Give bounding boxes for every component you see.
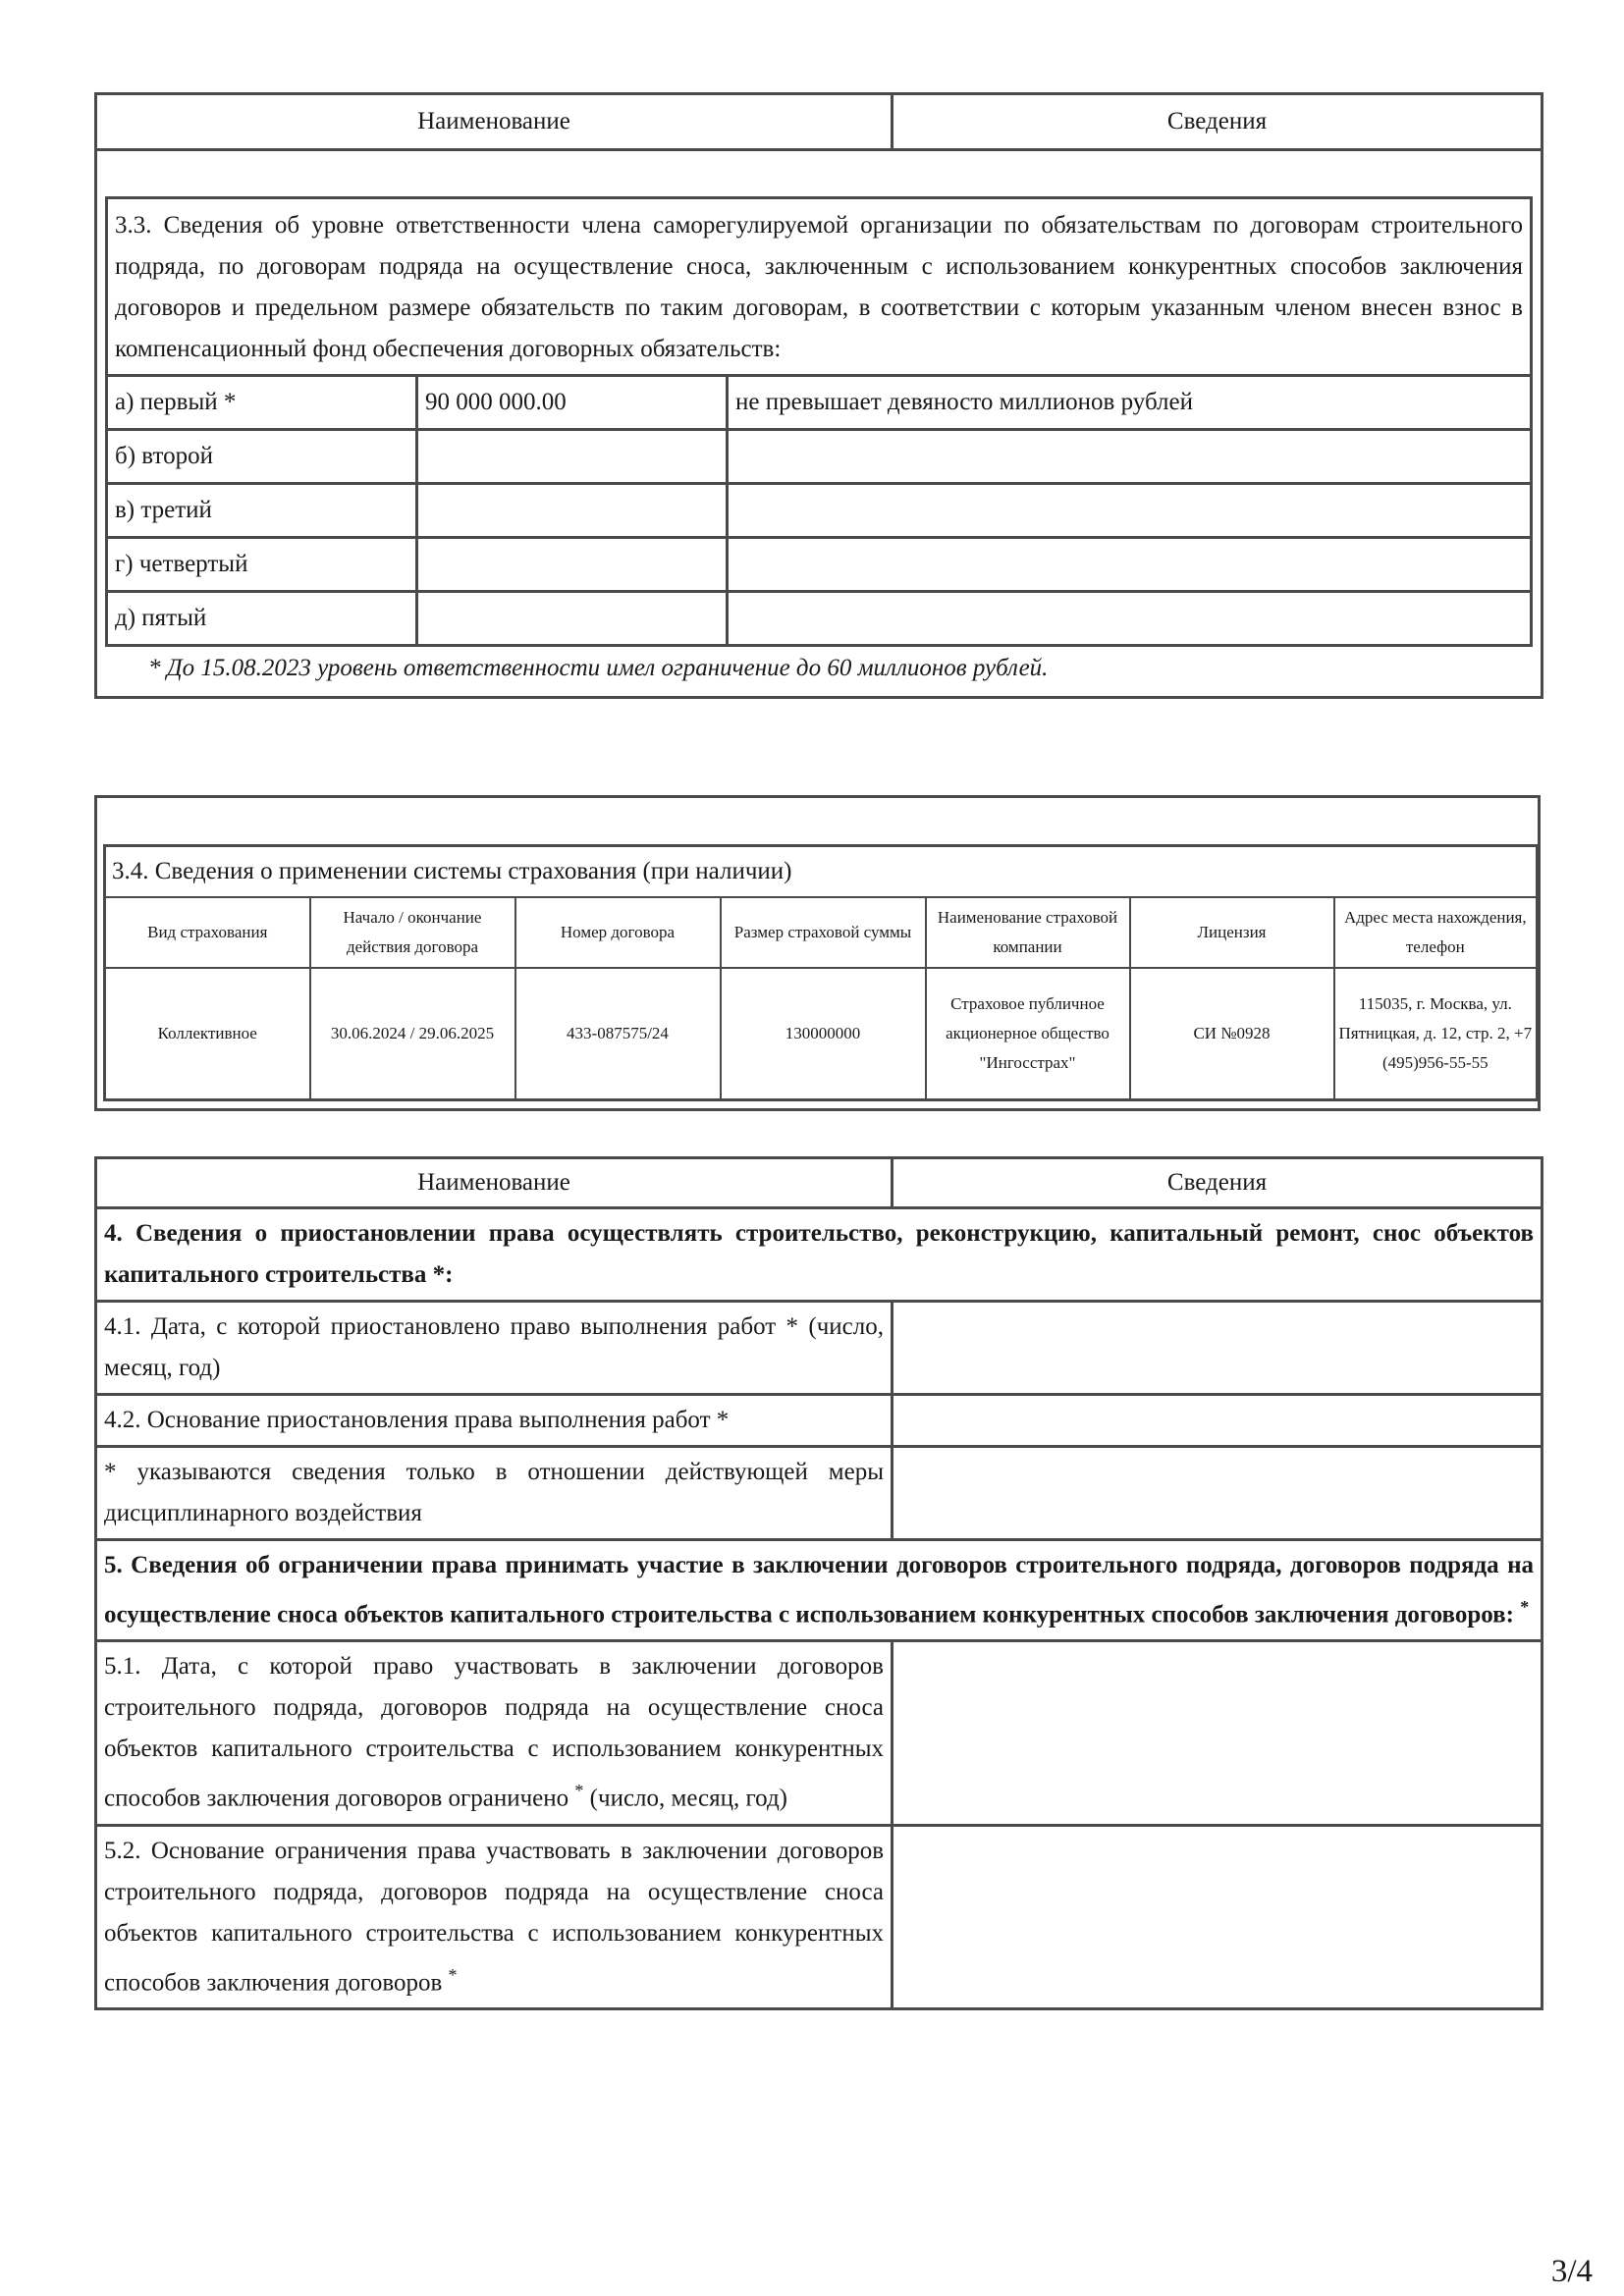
- row-5-2-label: [96, 1825, 893, 2008]
- section-5-heading: [96, 1540, 1543, 1641]
- column-header: Размер страховой суммы: [721, 897, 926, 968]
- liability-levels-table: [105, 196, 1533, 647]
- level-value: [417, 538, 728, 592]
- level-label: д) пятый: [107, 592, 417, 646]
- level-text: [728, 484, 1532, 538]
- level-value: [417, 430, 728, 484]
- column-header: Лицензия: [1130, 897, 1334, 968]
- row-5-1-text: 5.1. Дата, с которой право участвовать в заключении договоров строительного подряда, договоров подряда на осуществление сноса объектов капитального строительства с использованием конкурентных способов заключения договоров ограничено: [104, 1653, 884, 1812]
- header-info: Сведения: [893, 1158, 1543, 1208]
- table-row: [105, 968, 1538, 1100]
- column-header: Наименование страховой компании: [926, 897, 1130, 968]
- footnote-star: *: [574, 1781, 584, 1801]
- level-label: в) третий: [107, 484, 417, 538]
- contract-number: 433-087575/24: [515, 968, 721, 1100]
- footnote-star: *: [448, 1964, 458, 1985]
- page-number: 3/4: [1550, 2254, 1593, 2289]
- row-4-1-label: 4.1. Дата, с которой приостановлено право выполнения работ * (число, месяц, год): [96, 1302, 893, 1395]
- table-row: [107, 592, 1532, 646]
- insurer-name: Страховое публичное акционерное общество "Ингосстрах": [926, 968, 1130, 1100]
- table-row: [107, 430, 1532, 484]
- column-header: Вид страхования: [105, 897, 310, 968]
- header-info: Сведения: [893, 94, 1543, 150]
- table-row: [96, 1447, 1543, 1540]
- row-4-note-value: [893, 1447, 1543, 1540]
- row-5-2-value: [893, 1825, 1543, 2008]
- header-name: Наименование: [96, 1158, 893, 1208]
- level-text: [728, 592, 1532, 646]
- liability-table: [94, 92, 1543, 699]
- row-5-2-text: 5.2. Основание ограничения права участвовать в заключении договоров строительного подряда, договоров подряда на осуществление сноса объектов капитального строительства с использованием конкурентных способов заключения договоров: [104, 1837, 884, 1996]
- insured-amount: 130000000: [721, 968, 926, 1100]
- insurer-address: 115035, г. Москва, ул. Пятницкая, д. 12, стр. 2, +7 (495)956-55-55: [1334, 968, 1538, 1100]
- level-value: [417, 484, 728, 538]
- level-label: а) первый *: [107, 376, 417, 430]
- level-text: [728, 430, 1532, 484]
- section-4-heading: 4. Сведения о приостановлении права осуществлять строительство, реконструкцию, капитальный ремонт, снос объектов капитального строительства *:: [96, 1208, 1543, 1302]
- table-row: [107, 538, 1532, 592]
- level-text: [728, 538, 1532, 592]
- insurance-type: Коллективное: [105, 968, 310, 1100]
- level-label: б) второй: [107, 430, 417, 484]
- table-row: [107, 376, 1532, 430]
- row-5-1-value: [893, 1641, 1543, 1825]
- row-4-note: * указываются сведения только в отношении действующей меры дисциплинарного воздействия: [96, 1447, 893, 1540]
- row-4-2-value: [893, 1395, 1543, 1447]
- column-header: Начало / окончание действия договора: [310, 897, 515, 968]
- section-3-4-title: 3.4. Сведения о применении системы страхования (при наличии): [105, 846, 1538, 898]
- insurance-table: [103, 844, 1539, 1101]
- column-header: Адрес места нахождения, телефон: [1334, 897, 1538, 968]
- level-value: [417, 592, 728, 646]
- contract-period: 30.06.2024 / 29.06.2025: [310, 968, 515, 1100]
- level-value: 90 000 000.00: [417, 376, 728, 430]
- section-5-text: 5. Сведения об ограничении права принимать участие в заключении договоров строительного подряда, договоров подряда на осуществление сноса объектов капитального строительства с использованием конкурентных способов заключения договоров:: [104, 1552, 1534, 1629]
- section-3-3-intro: 3.3. Сведения об уровне ответственности члена саморегулируемой организации по обязательствам по договорам строительного подряда, по договорам подряда на осуществление сноса, заключенным с использованием конкурентных способов заключения договоров и предельном размере обязательств по таким договорам, в соответствии с которым указанным членом внесен взнос в компенсационный фонд обеспечения договорных обязательств:: [107, 198, 1532, 376]
- level-text: не превышает девяносто миллионов рублей: [728, 376, 1532, 430]
- table-row: [96, 1641, 1543, 1825]
- liability-footnote: * До 15.08.2023 уровень ответственности имел ограничение до 60 миллионов рублей.: [148, 655, 1049, 681]
- table-row: [107, 484, 1532, 538]
- table-row: [96, 1395, 1543, 1447]
- level-label: г) четвертый: [107, 538, 417, 592]
- row-4-2-label: 4.2. Основание приостановления права выполнения работ *: [96, 1395, 893, 1447]
- column-header: Номер договора: [515, 897, 721, 968]
- restrictions-table: [94, 1156, 1543, 2010]
- table-row: [96, 1825, 1543, 2008]
- header-name: Наименование: [96, 94, 893, 150]
- license: СИ №0928: [1130, 968, 1334, 1100]
- row-5-1-tail: (число, месяц, год): [589, 1785, 787, 1812]
- row-5-1-label: [96, 1641, 893, 1825]
- insurance-section: [94, 795, 1541, 1111]
- row-4-1-value: [893, 1302, 1543, 1395]
- table-row: [96, 1302, 1543, 1395]
- footnote-star: *: [1520, 1597, 1530, 1617]
- liability-section: [96, 150, 1543, 698]
